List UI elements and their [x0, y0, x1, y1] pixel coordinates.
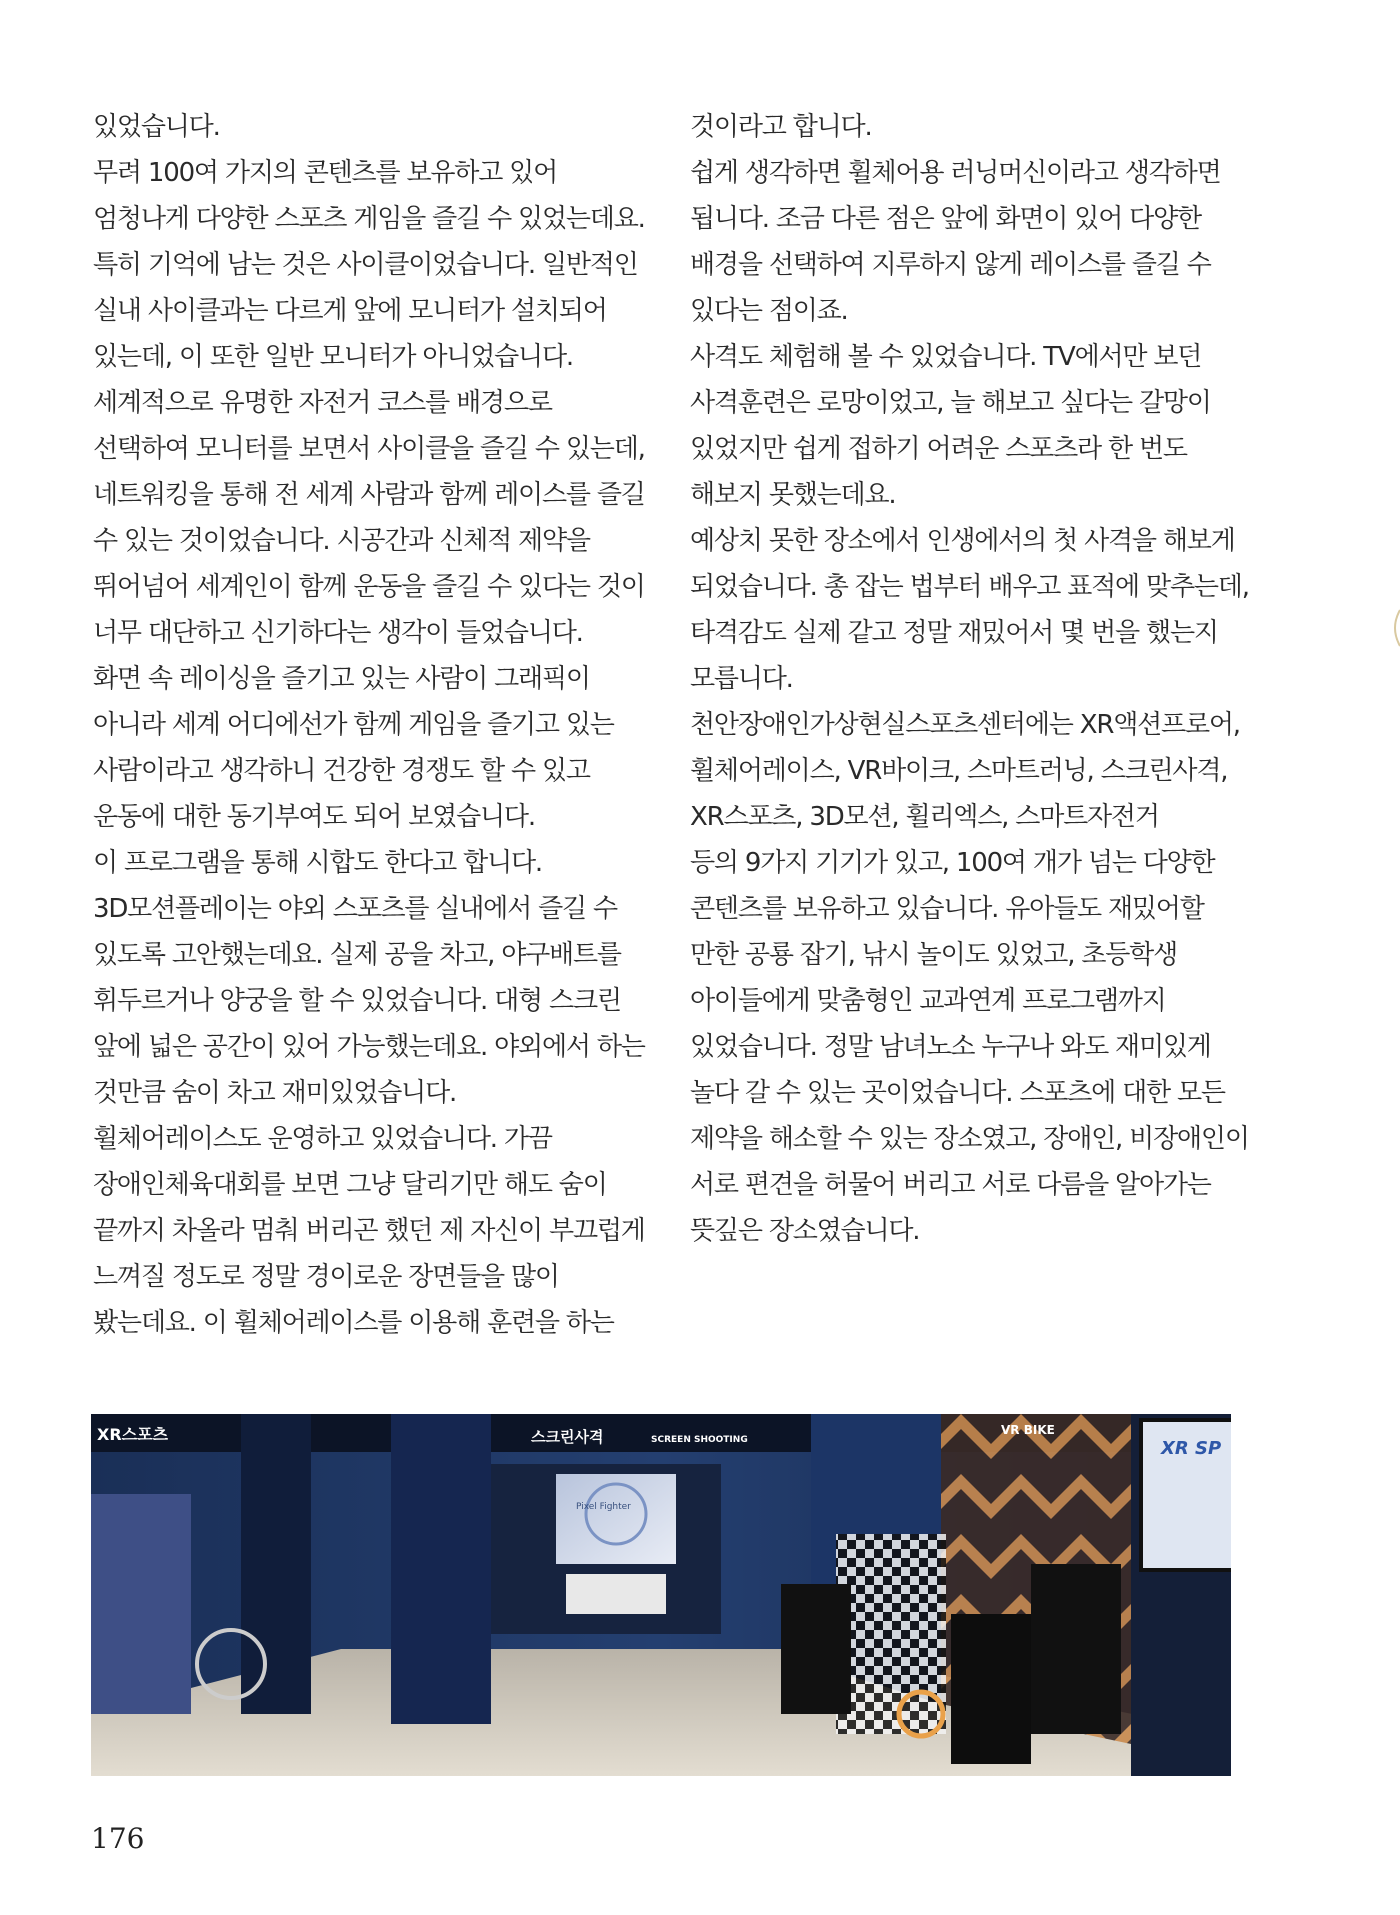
text-line: 무려 100여 가지의 콘텐츠를 보유하고 있어 — [93, 158, 558, 188]
text-line: 있다는 점이죠. — [690, 296, 848, 326]
text-line: 화면 속 레이싱을 즐기고 있는 사람이 그래픽이 — [93, 664, 590, 694]
text-line: 세계적으로 유명한 자전거 코스를 배경으로 — [93, 388, 552, 418]
checkered-panel — [836, 1534, 946, 1734]
bike-kiosk-1 — [781, 1584, 851, 1714]
text-line: 사격도 체험해 볼 수 있었습니다. TV에서만 보던 — [690, 342, 1202, 372]
text-line: 있는데, 이 또한 일반 모니터가 아니었습니다. — [93, 342, 573, 372]
text-line: 됩니다. 조금 다른 점은 앞에 화면이 있어 다양한 — [690, 204, 1201, 234]
text-line: 콘텐츠를 보유하고 있습니다. 유아들도 재밌어할 — [690, 894, 1204, 924]
text-line: XR스포츠, 3D모션, 휠리엑스, 스마트자전거 — [690, 802, 1159, 832]
sign-screen-shooting-en: SCREEN SHOOTING — [651, 1435, 748, 1445]
text-line: 뛰어넘어 세계인이 함께 운동을 즐길 수 있다는 것이 — [93, 572, 645, 602]
text-line: 배경을 선택하여 지루하지 않게 레이스를 즐길 수 — [690, 250, 1211, 280]
text-line: 있도록 고안했는데요. 실제 공을 차고, 야구배트를 — [93, 940, 621, 970]
text-line: 특히 기억에 남는 것은 사이클이었습니다. 일반적인 — [93, 250, 638, 280]
text-line: 끝까지 차올라 멈춰 버리곤 했던 제 자신이 부끄럽게 — [93, 1216, 645, 1246]
text-line: 되었습니다. 총 잡는 법부터 배우고 표적에 맞추는데, — [690, 572, 1249, 602]
text-line: 휠체어레이스도 운영하고 있었습니다. 가끔 — [93, 1124, 552, 1154]
photo-illustration — [91, 1414, 1231, 1776]
page-edge-mark — [1388, 608, 1400, 648]
left-text-column — [93, 104, 645, 1346]
text-line: 서로 편견을 허물어 버리고 서로 다름을 알아가는 — [690, 1170, 1211, 1200]
text-line: 있었지만 쉽게 접하기 어려운 스포츠라 한 번도 — [690, 434, 1187, 464]
text-line: 있었습니다. 정말 남녀노소 누구나 와도 재미있게 — [690, 1032, 1211, 1062]
text-line: 천안장애인가상현실스포츠센터에는 XR액션프로어, — [690, 710, 1240, 740]
pillar-center — [391, 1414, 491, 1724]
bike-kiosk-3 — [1031, 1564, 1121, 1734]
pillar-left — [241, 1414, 311, 1714]
text-line: 예상치 못한 장소에서 인생에서의 첫 사격을 해보게 — [690, 526, 1235, 556]
text-line: 사격훈련은 로망이었고, 늘 해보고 싶다는 갈망이 — [690, 388, 1211, 418]
text-line: 봤는데요. 이 휠체어레이스를 이용해 훈련을 하는 — [93, 1308, 614, 1338]
right-text-column — [690, 104, 1250, 1254]
sign-xr-sp: XR SP — [1161, 1438, 1222, 1459]
text-line: 선택하여 모니터를 보면서 사이클을 즐길 수 있는데, — [93, 434, 645, 464]
text-line: 타격감도 실제 같고 정말 재밌어서 몇 번을 했는지 — [690, 618, 1218, 648]
text-line: 실내 사이클과는 다르게 앞에 모니터가 설치되어 — [93, 296, 607, 326]
text-line: 네트워킹을 통해 전 세계 사람과 함께 레이스를 즐길 — [93, 480, 645, 510]
text-line: 놀다 갈 수 있는 곳이었습니다. 스포츠에 대한 모든 — [690, 1078, 1225, 1108]
text-line: 느껴질 정도로 정말 경이로운 장면들을 많이 — [93, 1262, 559, 1292]
text-line: 엄청나게 다양한 스포츠 게임을 즐길 수 있었는데요. — [93, 204, 645, 234]
screen-caption: Pixel Fighter — [576, 1502, 631, 1512]
text-line: 것만큼 숨이 차고 재미있었습니다. — [93, 1078, 457, 1108]
text-line: 수 있는 것이었습니다. 시공간과 신체적 제약을 — [93, 526, 590, 556]
text-line: 뜻깊은 장소였습니다. — [690, 1216, 920, 1246]
sign-vr-bike: VR BIKE — [1001, 1423, 1055, 1437]
text-line: 만한 공룡 잡기, 낚시 놀이도 있었고, 초등학생 — [690, 940, 1178, 970]
text-line: 휘두르거나 양궁을 할 수 있었습니다. 대형 스크린 — [93, 986, 621, 1016]
text-line: 앞에 넓은 공간이 있어 가능했는데요. 야외에서 하는 — [93, 1032, 645, 1062]
text-line: 해보지 못했는데요. — [690, 480, 896, 510]
text-line: 등의 9가지 기기가 있고, 100여 개가 넘는 다양한 — [690, 848, 1215, 878]
text-line: 아이들에게 맞춤형인 교과연계 프로그램까지 — [690, 986, 1166, 1016]
bike-kiosk-2 — [951, 1614, 1031, 1764]
text-line: 휠체어레이스, VR바이크, 스마트러닝, 스크린사격, — [690, 756, 1228, 786]
text-line: 이 프로그램을 통해 시합도 한다고 합니다. — [93, 848, 542, 878]
sign-xr-sports: XR스포츠 — [97, 1425, 169, 1444]
text-line: 아니라 세계 어디에선가 함께 게임을 즐기고 있는 — [93, 710, 614, 740]
text-line: 제약을 해소할 수 있는 장소였고, 장애인, 비장애인이 — [690, 1124, 1249, 1154]
text-line: 너무 대단하고 신기하다는 생각이 들었습니다. — [93, 618, 583, 648]
text-line: 모릅니다. — [690, 664, 793, 694]
sign-screen-shooting-ko: 스크린사격 — [531, 1428, 604, 1446]
text-line: 장애인체육대회를 보면 그냥 달리기만 해도 숨이 — [93, 1170, 607, 1200]
text-line: 사람이라고 생각하니 건강한 경쟁도 할 수 있고 — [93, 756, 590, 786]
page-number: 176 — [91, 1822, 145, 1855]
text-line: 것이라고 합니다. — [690, 112, 872, 142]
text-line: 3D모션플레이는 야외 스포츠를 실내에서 즐길 수 — [93, 894, 617, 924]
text-line: 운동에 대한 동기부여도 되어 보였습니다. — [93, 802, 535, 832]
text-line: 있었습니다. — [93, 112, 220, 142]
text-line: 쉽게 생각하면 휠체어용 러닝머신이라고 생각하면 — [690, 158, 1221, 188]
projection-screen — [556, 1474, 676, 1564]
shooting-desk — [566, 1574, 666, 1614]
sports-center-photo — [91, 1414, 1231, 1776]
left-curtain — [91, 1494, 191, 1714]
